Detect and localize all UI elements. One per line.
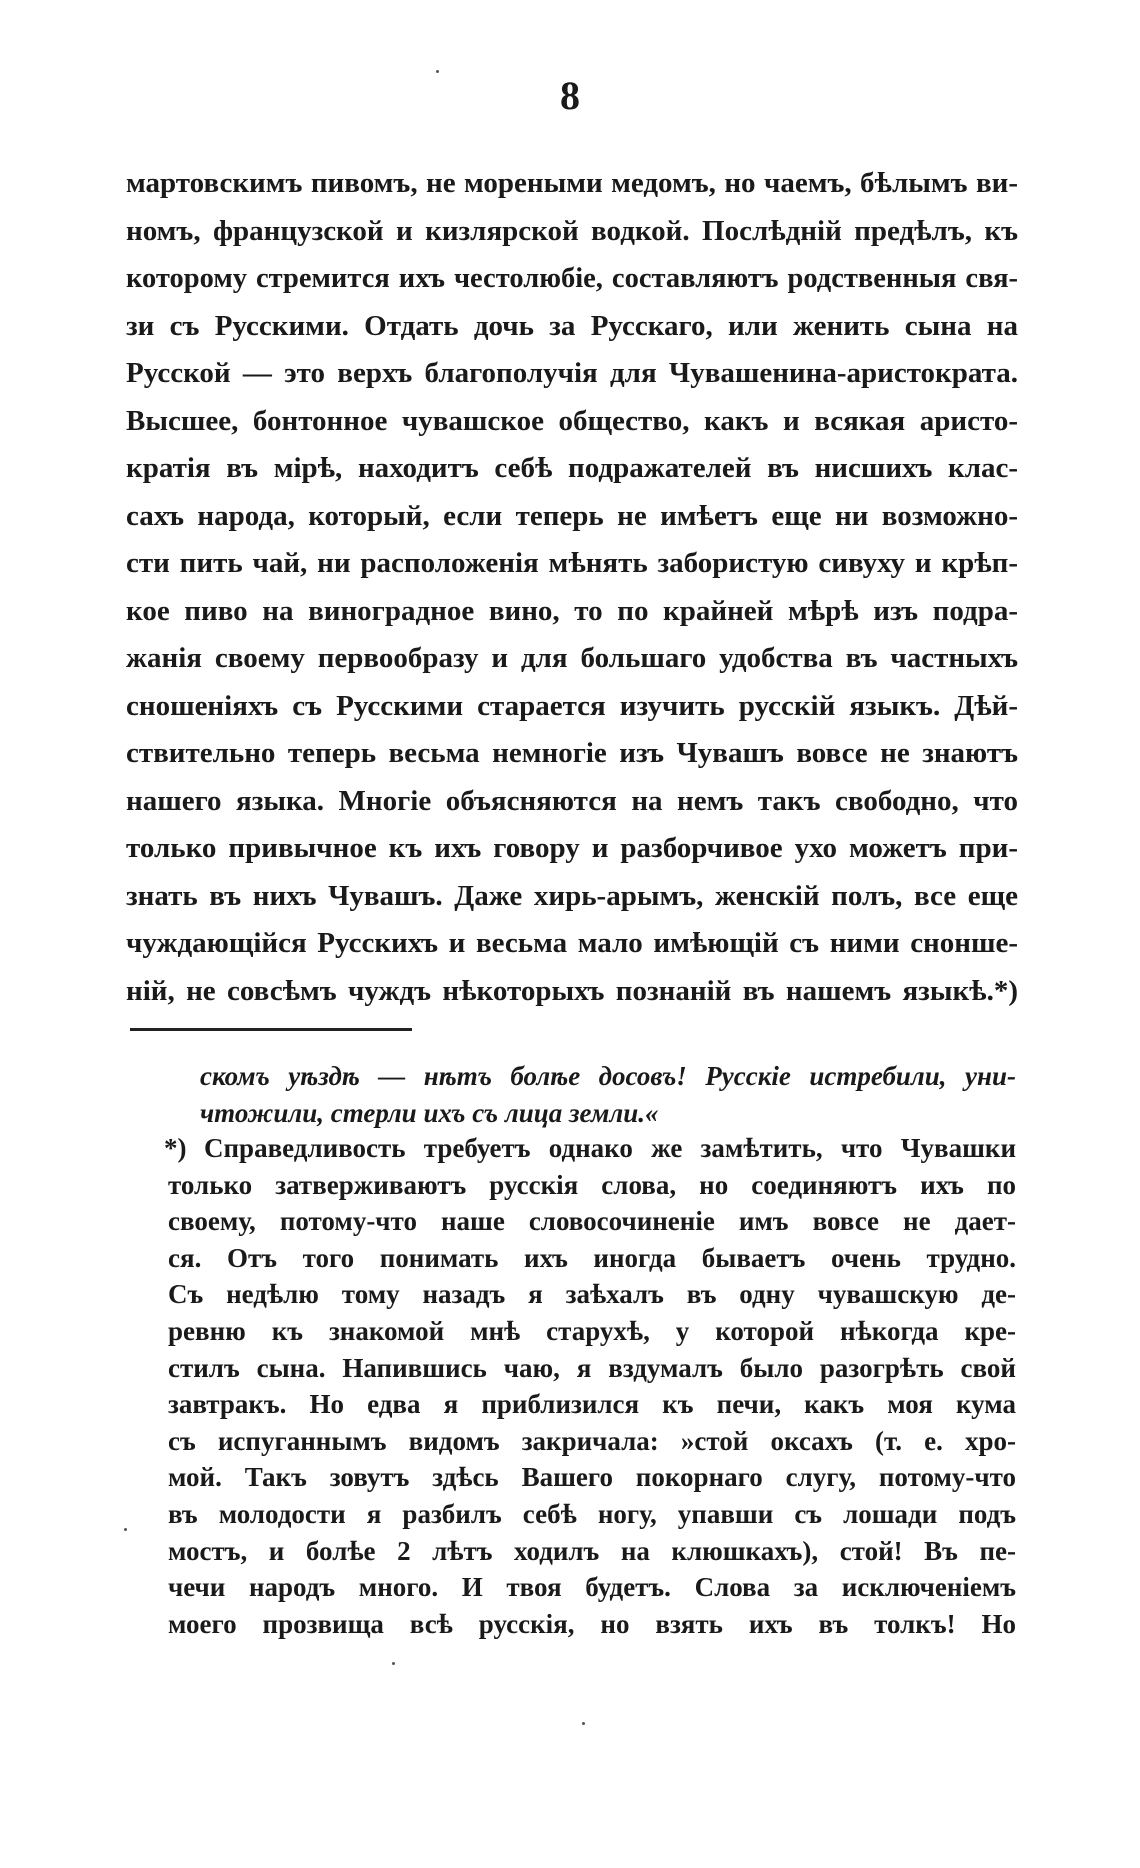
print-speck [582, 1722, 585, 1725]
footnote-line: ся. Отъ того понимать ихъ иногда бываетъ очень трудно. [168, 1242, 1016, 1273]
text-line: зи съ Русскими. Отдать дочь за Русскаго, или женить сына на [126, 309, 1018, 342]
footnote-separator [130, 1028, 412, 1031]
footnote-line: только затверживаютъ русскія слова, но соединяютъ ихъ по [168, 1169, 1016, 1200]
text-line: только привычное къ ихъ говору и разборчивое ухо можетъ при- [126, 832, 1018, 864]
footnote-line: съ испуганнымъ видомъ закричала: »стой оксахъ (т. е. хро- [168, 1425, 1016, 1456]
text-line: которому стремится ихъ честолюбіе, составляютъ родственныя свя- [126, 263, 1018, 294]
print-speck [124, 1528, 127, 1531]
text-line: сахъ народа, который, если теперь не имѣетъ еще ни возможно- [126, 499, 1018, 532]
footnote-line: чтожили, стерли ихъ съ лица земли.« [200, 1097, 659, 1128]
main-text [126, 160, 1018, 1015]
footnote-line: мостъ, и болѣе 2 лѣтъ ходилъ на клюшкахъ), стой! Въ пе- [168, 1535, 1016, 1566]
continued-footnote [200, 1058, 1016, 1131]
text-line: нашего языка. Многіе объясняются на немъ такъ свободно, что [126, 784, 1018, 817]
footnote-marker: *) [164, 1133, 187, 1163]
text-line: мартовскимъ пивомъ, не мореными медомъ, но чаемъ, бѣлымъ ви- [126, 167, 1018, 199]
text-line: ствительно теперь весьма немногіе изъ Чувашъ вовсе не знаютъ [126, 737, 1018, 769]
footnote-line: въ молодости я разбилъ себѣ ногу, упавши съ лошади подъ [168, 1498, 1016, 1529]
footnote-line: стилъ сына. Напившись чаю, я вздумалъ было разогрѣть свой [168, 1352, 1016, 1383]
text-line: Русской — это верхъ благополучія для Чувашенина-аристократа. [126, 357, 1018, 389]
footnote [164, 1130, 1016, 1642]
print-speck [436, 70, 439, 73]
footnote-line: Съ недѣлю тому назадъ я заѣхалъ въ одну чувашскую де- [168, 1279, 1016, 1310]
footnote-line: чечи народъ много. И твоя будетъ. Слова за исключеніемъ [168, 1572, 1016, 1603]
footnote-line: ревню къ знакомой мнѣ старухѣ, у которой нѣкогда кре- [168, 1315, 1016, 1346]
footnote-line: моего прозвища всѣ русскія, но взять ихъ въ толкъ! Но [168, 1608, 1016, 1639]
page-number: 8 [560, 73, 580, 118]
text-line: чуждающійся Русскихъ и весьма мало имѣющій съ ними снонше- [126, 927, 1018, 959]
text-line: сношеніяхъ съ Русскими старается изучить русскій языкъ. Дѣй- [126, 689, 1018, 722]
footnote-line: мой. Такъ зовутъ здѣсь Вашего покорнаго слугу, потому-что [168, 1462, 1016, 1493]
text-line: ній, не совсѣмъ чуждъ нѣкоторыхъ познаній въ нашемъ языкѣ.*) [126, 974, 1018, 1007]
footnote-body [168, 1130, 1016, 1642]
text-line: сти пить чай, ни расположенія мѣнять забористую сивуху и крѣп- [126, 547, 1018, 579]
footnote-line: Справедливость требуетъ однако же замѣтить, что Чувашки [204, 1133, 1016, 1163]
text-line: кое пиво на виноградное вино, то по крайней мѣрѣ изъ подра- [126, 594, 1018, 627]
text-line: номъ, французской и кизлярской водкой. Послѣдній предѣлъ, къ [126, 214, 1018, 247]
text-line: знать въ нихъ Чувашъ. Даже хирь-арымъ, женскій полъ, все еще [126, 879, 1018, 912]
print-speck [392, 1662, 395, 1665]
text-line: Высшее, бонтонное чувашское общество, какъ и всякая аристо- [126, 404, 1018, 437]
footnote-line: своему, потому-что наше словосочиненіе имъ вовсе не дает- [168, 1206, 1016, 1237]
footnote-line: скомъ уѣздѣ — нѣтъ болѣе досовъ! Русскіе истребили, уни- [200, 1061, 1016, 1091]
text-line: жанія своему первообразу и для большаго удобства въ частныхъ [126, 642, 1018, 674]
footnote-line: завтракъ. Но едва я приблизился къ печи, какъ моя кума [168, 1389, 1016, 1420]
text-line: кратія въ мірѣ, находитъ себѣ подражателей въ нисшихъ клас- [126, 452, 1018, 484]
